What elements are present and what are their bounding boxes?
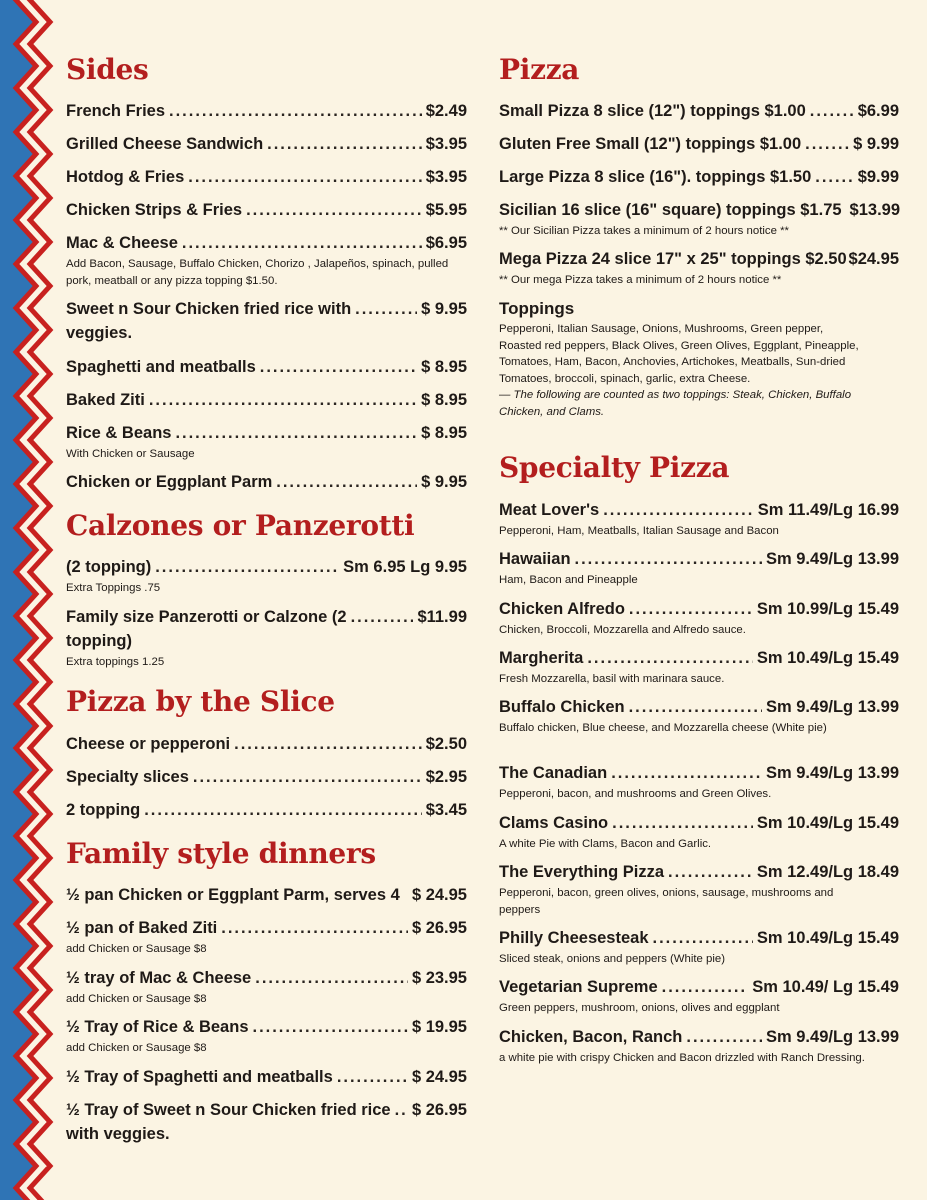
menu-item: Chicken Strips & Fries . . . $5.95 — [66, 198, 467, 222]
menu-item: Vegetarian Supreme . . . Sm 10.49/ Lg 15.49 Green peppers, mushroom, onions, olives and eggplant — [499, 975, 899, 1017]
menu-item: Clams Casino . . . Sm 10.49/Lg 15.49 A white Pie with Clams, Bacon and Garlic. — [499, 811, 899, 853]
item-description: Extra Toppings .75 — [66, 582, 161, 594]
menu-item: Grilled Cheese Sandwich . . . $3.95 — [66, 132, 467, 156]
menu-item: Mac & Cheese . . . $6.95 Add Bacon, Sausage, Buffalo Chicken, Chorizo , Jalapeños, spinach, pulled pork, meatball or any pizza topping $1.50. — [66, 231, 467, 289]
menu-item: ½ tray of Mac & Cheese . . . $ 23.95 add Chicken or Sausage $8 — [66, 966, 467, 1008]
item-description: add Chicken or Sausage $8 — [66, 1042, 207, 1054]
menu-item: ½ pan Chicken or Eggplant Parm, serves 4 $ 24.95 — [66, 886, 467, 904]
item-description: Fresh Mozzarella, basil with marinara sauce. — [499, 673, 725, 685]
menu-item: Mega Pizza 24 slice 17" x 25" toppings $2.50 $24.95 ** Our mega Pizza takes a minimum of 2 hours notice ** — [499, 247, 899, 289]
menu-item: Meat Lover's . . . Sm 11.49/Lg 16.99 Pepperoni, Ham, Meatballs, Italian Sausage and Bacon — [499, 498, 899, 540]
menu-item: The Canadian . . . Sm 9.49/Lg 13.99 Pepperoni, bacon, and mushrooms and Green Olives. — [499, 761, 899, 803]
menu-item: Rice & Beans . . . $ 8.95 With Chicken or Sausage — [66, 421, 467, 463]
section-title-specialty: Specialty Pizza — [499, 451, 730, 484]
item-description: A white Pie with Clams, Bacon and Garlic. — [499, 838, 712, 850]
item-description: Sliced steak, onions and peppers (White pie) — [499, 953, 726, 965]
menu-item: Hawaiian . . . Sm 9.49/Lg 13.99 Ham, Bacon and Pineapple — [499, 547, 899, 589]
item-description: a white pie with crispy Chicken and Bacon drizzled with Ranch Dressing. — [499, 1052, 865, 1064]
item-description: Add Bacon, Sausage, Buffalo Chicken, Chorizo , Jalapeños, spinach, pulled pork, meatball or any pizza topping $1.50. — [66, 258, 449, 287]
menu-item: Spaghetti and meatballs . . . $ 8.95 — [66, 355, 467, 379]
item-description: ** Our Sicilian Pizza takes a minimum of 2 hours notice ** — [499, 225, 789, 237]
menu-item: Baked Ziti . . . $ 8.95 — [66, 388, 467, 412]
menu-item: Margherita . . . Sm 10.49/Lg 15.49 Fresh Mozzarella, basil with marinara sauce. — [499, 646, 899, 688]
item-description: Ham, Bacon and Pineapple — [499, 574, 638, 586]
item-description: Green peppers, mushroom, onions, olives and eggplant — [499, 1002, 780, 1014]
menu-item: Chicken Alfredo . . . Sm 10.99/Lg 15.49 Chicken, Broccoli, Mozzarella and Alfredo sauce. — [499, 597, 899, 639]
zigzag-border — [0, 0, 56, 1200]
item-description: Pepperoni, bacon, and mushrooms and Green Olives. — [499, 788, 772, 800]
menu-item: ½ Tray of Spaghetti and meatballs . . . $ 24.95 — [66, 1065, 467, 1089]
menu-item: Buffalo Chicken . . . Sm 9.49/Lg 13.99 Buffalo chicken, Blue cheese, and Mozzarella cheese (White pie) — [499, 695, 899, 737]
item-description: Buffalo chicken, Blue cheese, and Mozzarella cheese (White pie) — [499, 722, 827, 734]
section-title-calzones: Calzones or Panzerotti — [66, 509, 415, 542]
menu-item: (2 topping) . . . Sm 6.95 Lg 9.95 Extra Toppings .75 — [66, 555, 467, 597]
menu-item: ½ pan of Baked Ziti . . . $ 26.95 add Chicken or Sausage $8 — [66, 916, 467, 958]
menu-item: ½ Tray of Sweet n Sour Chicken fried rice . . . $ 26.95 with veggies. — [66, 1098, 467, 1146]
item-description: Chicken, Broccoli, Mozzarella and Alfredo sauce. — [499, 624, 746, 636]
toppings-list: Pepperoni, Italian Sausage, Onions, Mushrooms, Green pepper, Roasted red peppers, Black Olives, Green Olives, Eggplant, Pineapple, Tomatoes, Ham, Bacon, Anchovies, Artichokes, Meatballs, Sun-dried Tomatoes, broccoli, spinach, garlic, extra Cheese. — The following are counted as two toppings: Steak, Chicken, Buffalo Chicken, and Clams. — [499, 321, 859, 420]
toppings-note: — The following are counted as two toppings: Steak, Chicken, Buffalo Chicken, and Clams. — [499, 389, 852, 418]
menu-item: 2 topping . . . $3.45 — [66, 798, 467, 822]
menu-item: Chicken, Bacon, Ranch . . . Sm 9.49/Lg 13.99 a white pie with crispy Chicken and Bacon drizzled with Ranch Dressing. — [499, 1025, 899, 1067]
menu-item: Small Pizza 8 slice (12") toppings $1.00 . . . $6.99 — [499, 99, 899, 123]
item-description: Pepperoni, bacon, green olives, onions, sausage, mushrooms and peppers — [499, 887, 834, 916]
item-description: ** Our mega Pizza takes a minimum of 2 hours notice ** — [499, 274, 782, 286]
item-description: Pepperoni, Ham, Meatballs, Italian Sausage and Bacon — [499, 525, 779, 537]
item-description: Extra toppings 1.25 — [66, 656, 165, 668]
menu-item: Gluten Free Small (12") toppings $1.00 . . . $ 9.99 — [499, 132, 899, 156]
menu-item: Sweet n Sour Chicken fried rice with . . . $ 9.95 veggies. — [66, 297, 467, 345]
menu-item: Hotdog & Fries . . . $3.95 — [66, 165, 467, 189]
item-description: add Chicken or Sausage $8 — [66, 943, 207, 955]
item-description: add Chicken or Sausage $8 — [66, 993, 207, 1005]
toppings-title: Toppings — [499, 299, 575, 318]
menu-item: Large Pizza 8 slice (16"). toppings $1.50 . . . $9.99 — [499, 165, 899, 189]
menu-item: Sicilian 16 slice (16" square) toppings $1.75 $13.99 ** Our Sicilian Pizza takes a minimum of 2 hours notice ** — [499, 198, 899, 240]
section-title-sides: Sides — [66, 53, 149, 86]
menu-item: French Fries . . . $2.49 — [66, 99, 467, 123]
menu-item: Family size Panzerotti or Calzone (2 . . . $11.99 topping) Extra toppings 1.25 — [66, 605, 467, 671]
menu-item: ½ Tray of Rice & Beans . . . $ 19.95 add Chicken or Sausage $8 — [66, 1015, 467, 1057]
menu-item: The Everything Pizza . . . Sm 12.49/Lg 18.49 Pepperoni, bacon, green olives, onions, sausage, mushrooms and peppers — [499, 860, 899, 918]
section-title-slice: Pizza by the Slice — [66, 685, 335, 718]
section-title-pizza: Pizza — [499, 53, 580, 86]
item-description: With Chicken or Sausage — [66, 448, 195, 460]
menu-item: Philly Cheesesteak . . . Sm 10.49/Lg 15.49 Sliced steak, onions and peppers (White pie) — [499, 926, 899, 968]
section-title-family: Family style dinners — [66, 837, 376, 870]
menu-item: Chicken or Eggplant Parm . . . $ 9.95 — [66, 470, 467, 494]
menu-item: Specialty slices . . . $2.95 — [66, 765, 467, 789]
menu-item: Cheese or pepperoni . . . $2.50 — [66, 732, 467, 756]
